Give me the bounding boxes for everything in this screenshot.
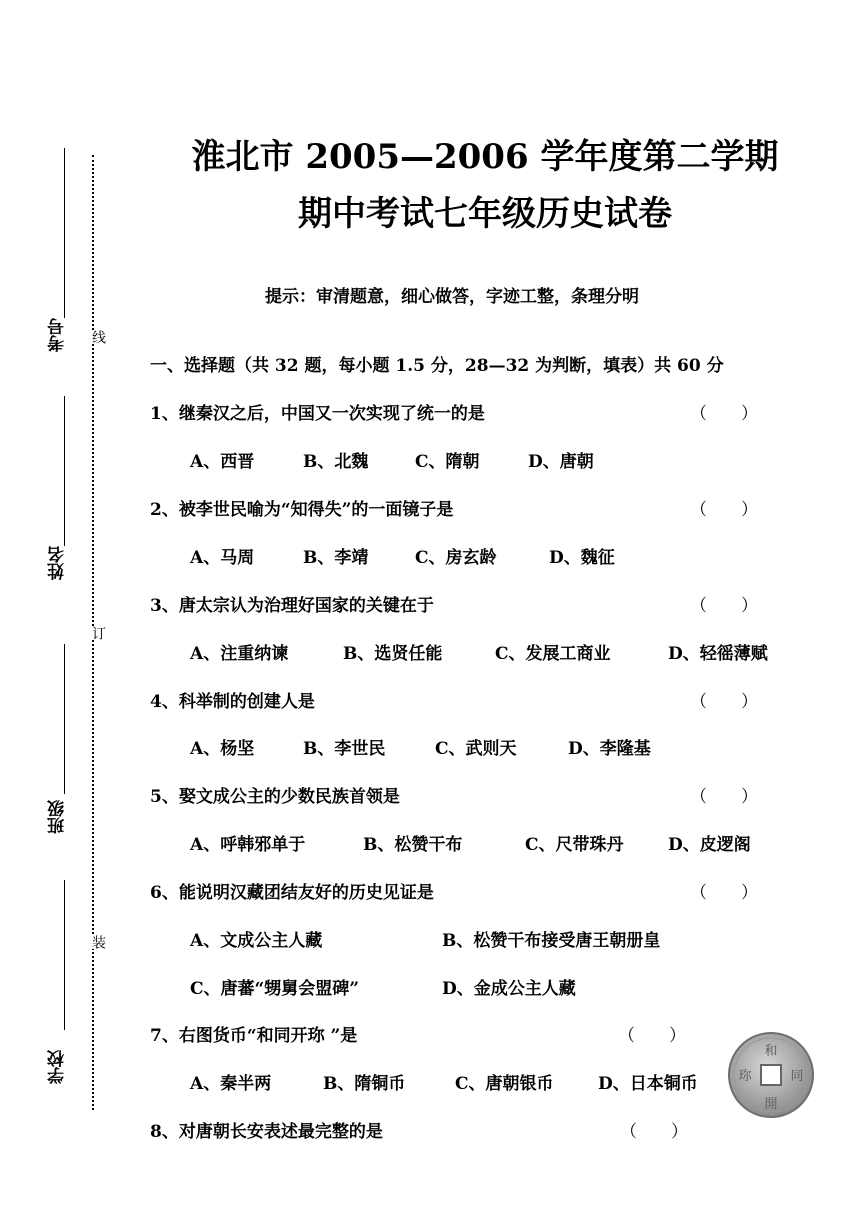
- question-text: 8、对唐朝长安表述最完整的是: [150, 1122, 383, 1142]
- question-text: 6、能说明汉藏团结友好的历史见证是: [150, 883, 434, 903]
- answer-blank[interactable]: （ ）: [690, 787, 758, 807]
- option: A、文成公主人藏: [190, 931, 323, 951]
- question-text: 3、唐太宗认为治理好国家的关键在于: [150, 596, 434, 616]
- option: D、日本铜币: [598, 1074, 698, 1094]
- answer-blank[interactable]: （ ）: [690, 692, 758, 712]
- field-line-name: [64, 396, 65, 546]
- option: A、秦半两: [190, 1074, 272, 1094]
- answer-blank[interactable]: （ ）: [620, 1122, 688, 1142]
- label-name: 姓名: [48, 546, 68, 580]
- option: C、唐朝银币: [455, 1074, 554, 1094]
- binding-mark-bind: 订: [90, 626, 106, 640]
- exam-title-line1: 淮北市 2005—2006 学年度第二学期: [191, 137, 779, 177]
- option: B、北魏: [303, 452, 369, 472]
- option: B、隋铜币: [323, 1074, 406, 1094]
- option: B、选贤任能: [343, 644, 443, 664]
- answer-blank[interactable]: （ ）: [690, 500, 758, 520]
- exam-title-line2: 期中考试七年级历史试卷: [298, 194, 672, 234]
- option: D、金成公主人藏: [442, 979, 576, 999]
- field-line-school: [64, 880, 65, 1030]
- question-text: 7、右图货币“和同开珎 ”是: [150, 1026, 358, 1046]
- field-line-class: [64, 644, 65, 794]
- question-text: 2、被李世民喻为“知得失”的一面镜子是: [150, 500, 454, 520]
- answer-blank[interactable]: （ ）: [690, 596, 758, 616]
- binding-mark-install: 装: [90, 935, 106, 949]
- label-exam-no: 考号: [48, 318, 68, 352]
- option: B、李靖: [303, 548, 369, 568]
- option: D、李隆基: [568, 739, 651, 759]
- option: A、注重纳谏: [190, 644, 289, 664]
- option: D、魏征: [549, 548, 615, 568]
- option: B、李世民: [303, 739, 386, 759]
- option: B、松赞干布: [363, 835, 463, 855]
- option: C、发展工商业: [495, 644, 611, 664]
- option: C、唐蕃“甥舅会盟碑”: [190, 979, 360, 999]
- coin-char-top: 和: [764, 1044, 778, 1059]
- option: D、皮逻阁: [668, 835, 751, 855]
- option: C、尺带珠丹: [525, 835, 624, 855]
- section-heading: 一、选择题（共 32 题，每小题 1.5 分，28—32 为判断，填表）共 60 分: [150, 356, 724, 376]
- answer-blank[interactable]: （ ）: [690, 883, 758, 903]
- question-text: 4、科举制的创建人是: [150, 692, 315, 712]
- answer-blank[interactable]: （ ）: [618, 1026, 686, 1046]
- coin-char-right: 同: [790, 1069, 804, 1084]
- option: C、隋朝: [415, 452, 480, 472]
- option: A、呼韩邪单于: [190, 835, 306, 855]
- question-text: 5、娶文成公主的少数民族首领是: [150, 787, 400, 807]
- coin-char-bottom: 開: [764, 1097, 778, 1112]
- coin-image: [727, 1030, 815, 1120]
- label-school: 学校: [48, 1050, 68, 1084]
- option: C、武则天: [435, 739, 517, 759]
- option: D、轻徭薄赋: [668, 644, 768, 664]
- coin-char-left: 珎: [738, 1069, 752, 1084]
- binding-mark-line: 线: [90, 330, 106, 344]
- answer-blank[interactable]: （ ）: [690, 404, 758, 424]
- option: A、马周: [190, 548, 255, 568]
- question-text: 1、继秦汉之后，中国又一次实现了统一的是: [150, 404, 485, 424]
- option: C、房玄龄: [415, 548, 497, 568]
- option: B、松赞干布接受唐王朝册皇: [442, 931, 661, 951]
- option: D、唐朝: [528, 452, 594, 472]
- exam-hint: 提示：审清题意，细心做答，字迹工整，条理分明: [265, 287, 639, 307]
- label-class: 班级: [48, 800, 68, 834]
- option: A、西晋: [190, 452, 255, 472]
- option: A、杨坚: [190, 739, 255, 759]
